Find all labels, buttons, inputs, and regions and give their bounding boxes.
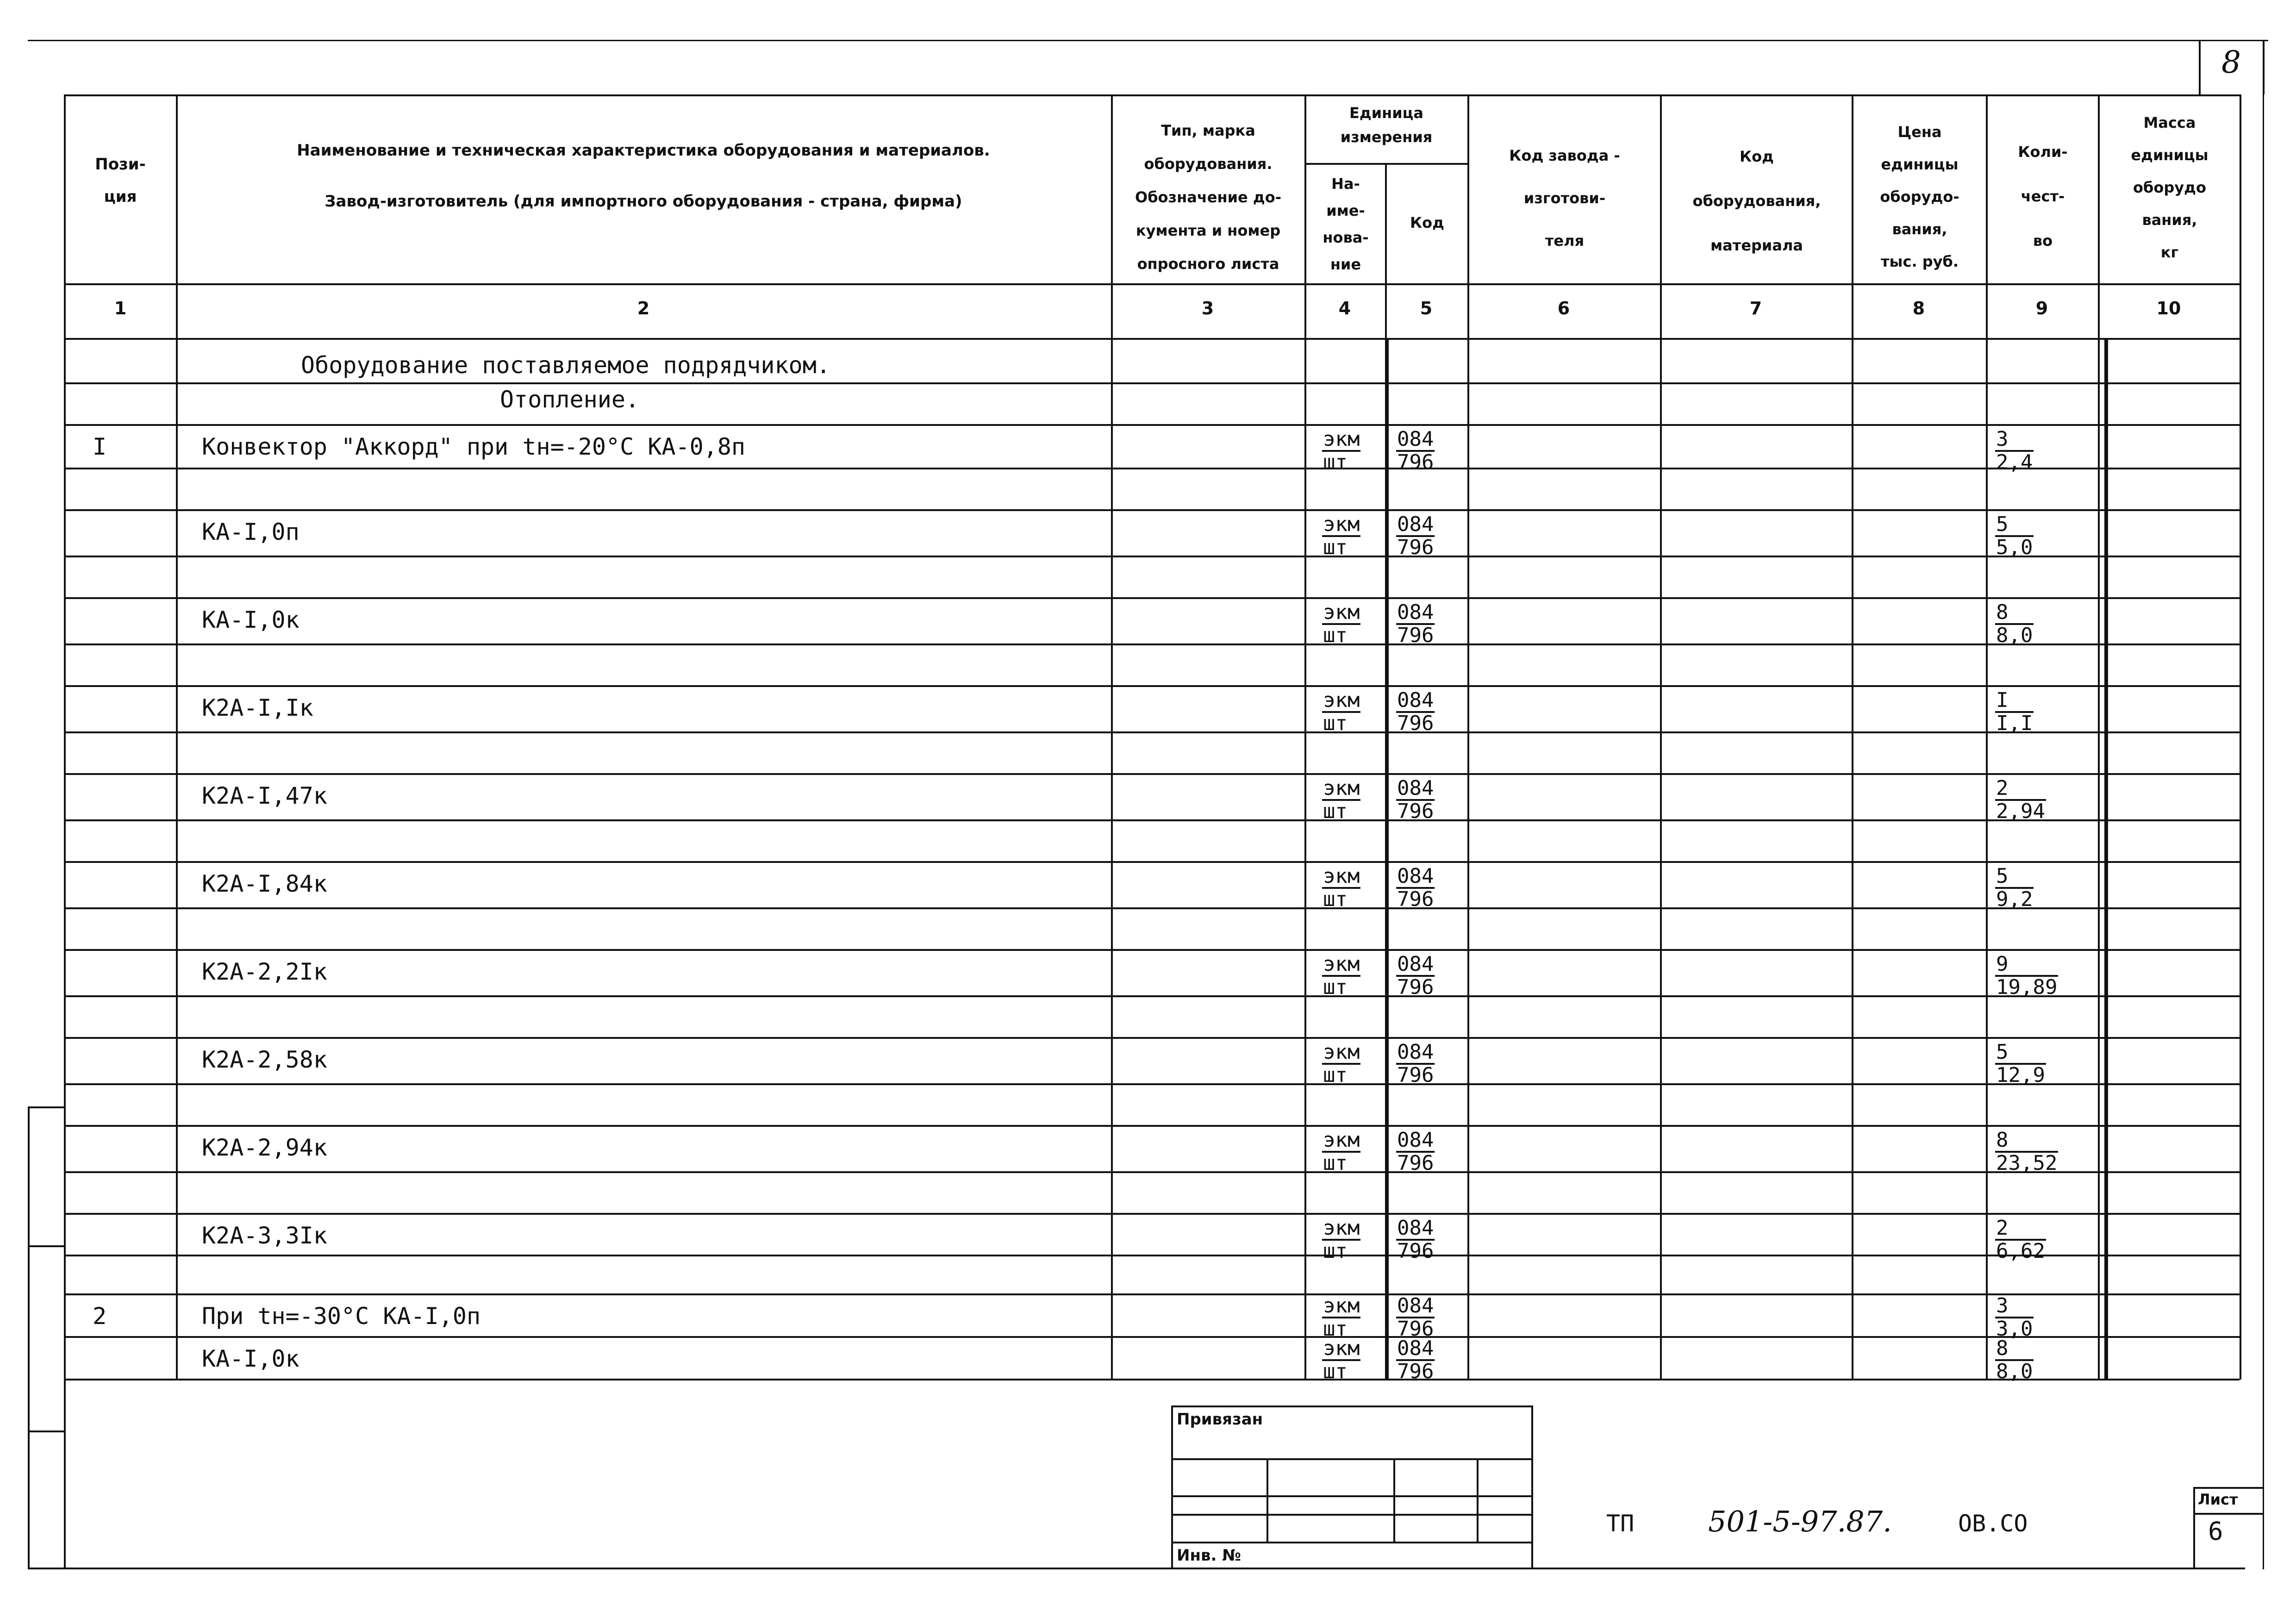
doc-number: 501-5-97.87. bbox=[1708, 1505, 1892, 1538]
row-line bbox=[64, 907, 2240, 909]
sheet-box-left bbox=[2193, 1487, 2195, 1568]
row-unit-numerator: экм bbox=[1323, 427, 1360, 451]
row-unit-code bbox=[1396, 778, 1435, 822]
row-unit-code-denominator: 796 bbox=[1397, 536, 1434, 559]
row-line bbox=[64, 1037, 2240, 1039]
header-plant-code: Код завода - изготови- теля bbox=[1509, 147, 1620, 250]
col-sep-3 bbox=[1304, 94, 1306, 1380]
row-unit-code-numerator: 084 bbox=[1397, 1040, 1434, 1064]
binding-1 bbox=[28, 1106, 64, 1108]
row-line bbox=[64, 819, 2240, 821]
row-quantity bbox=[1995, 1218, 2046, 1262]
row-unit-code-numerator: 084 bbox=[1397, 776, 1434, 800]
row-unit bbox=[1322, 1295, 1360, 1340]
row-name: К2А-I,84к bbox=[202, 870, 327, 897]
row-position: 2 bbox=[93, 1303, 107, 1330]
row-quantity-denominator: 8,0 bbox=[1996, 1360, 2033, 1383]
row-name: К2А-I,Iк bbox=[202, 694, 313, 721]
row-unit-denominator: шт bbox=[1323, 536, 1348, 559]
row-unit-denominator: шт bbox=[1323, 975, 1348, 999]
row-unit-code-numerator: 084 bbox=[1397, 512, 1434, 536]
row-unit-numerator: экм bbox=[1323, 952, 1360, 976]
row-unit-code-denominator: 796 bbox=[1397, 712, 1434, 735]
row-quantity-denominator: I,I bbox=[1996, 712, 2033, 735]
row-line bbox=[64, 556, 2240, 557]
row-unit-code-denominator: 796 bbox=[1397, 1317, 1434, 1341]
stamp-left bbox=[1171, 1405, 1173, 1568]
row-unit-numerator: экм bbox=[1323, 688, 1360, 712]
row-unit bbox=[1322, 778, 1360, 822]
col-num-5: 5 bbox=[1420, 298, 1433, 319]
row-unit-code-numerator: 084 bbox=[1397, 1128, 1434, 1152]
numbers-bottom bbox=[64, 338, 2240, 340]
row-line bbox=[64, 861, 2240, 863]
col-sep-7 bbox=[1852, 94, 1853, 1380]
header-type: Тип, марка оборудования. Обозначение до- кумента и номер опросного листа bbox=[1135, 122, 1281, 273]
row-quantity bbox=[1995, 1042, 2046, 1086]
stamp-line-4 bbox=[1171, 1542, 1532, 1543]
header-name-1: Наименование и техническая характеристика оборудования и материалов. bbox=[297, 141, 990, 160]
row-unit-code bbox=[1396, 1218, 1435, 1262]
header-bottom bbox=[64, 283, 2240, 285]
row-unit-code-numerator: 084 bbox=[1397, 688, 1434, 712]
row-quantity-numerator: 8 bbox=[1995, 1338, 2034, 1361]
top-border-line bbox=[28, 40, 2268, 41]
row-quantity-denominator: 19,89 bbox=[1996, 975, 2058, 999]
col-sep-9 bbox=[2098, 94, 2100, 1380]
header-unit-name: На- име- нова- ние bbox=[1323, 175, 1369, 273]
row-quantity-denominator: 3,0 bbox=[1996, 1317, 2033, 1341]
row-quantity-denominator: 5,0 bbox=[1996, 536, 2033, 559]
row-name: К2А-2,94к bbox=[202, 1134, 327, 1161]
row-unit-denominator: шт bbox=[1323, 1360, 1348, 1383]
row-quantity bbox=[1995, 1295, 2034, 1340]
row-name: К2А-2,2Iк bbox=[202, 958, 327, 985]
row-unit-denominator: шт bbox=[1323, 1151, 1348, 1175]
row-unit-denominator: шт bbox=[1323, 800, 1348, 823]
frame-bottom bbox=[28, 1568, 2245, 1569]
row-unit bbox=[1322, 1338, 1360, 1382]
stamp-right bbox=[1531, 1405, 1533, 1568]
sheet-box-top bbox=[2193, 1487, 2263, 1489]
row-quantity-numerator: 5 bbox=[1995, 1042, 2046, 1065]
row-name: К2А-2,58к bbox=[202, 1046, 327, 1073]
header-unit-group: Единица измерения bbox=[1340, 104, 1433, 146]
row-unit-numerator: экм bbox=[1323, 512, 1360, 536]
doc-suffix: ОВ.СО bbox=[1958, 1510, 2028, 1537]
row-line bbox=[64, 1255, 2240, 1256]
row-unit-denominator: шт bbox=[1323, 450, 1348, 474]
stamp-vline-1 bbox=[1267, 1458, 1268, 1542]
doc-prefix: ТП bbox=[1606, 1510, 1635, 1537]
row-unit-code-denominator: 796 bbox=[1397, 1063, 1434, 1087]
row-line bbox=[64, 1171, 2240, 1173]
row-unit-code-numerator: 084 bbox=[1397, 1294, 1434, 1318]
row-unit-code bbox=[1396, 866, 1435, 910]
row-unit-denominator: шт bbox=[1323, 1317, 1348, 1341]
row-name: КА-I,0п bbox=[202, 518, 299, 545]
col-num-2: 2 bbox=[637, 298, 650, 319]
col-sep-2 bbox=[1111, 94, 1113, 1380]
row-line bbox=[64, 773, 2240, 775]
col-sep-6 bbox=[1660, 94, 1662, 1380]
row-quantity-denominator: 8,0 bbox=[1996, 624, 2033, 647]
row-name: При tн=-30°C КА-I,0п bbox=[202, 1303, 481, 1330]
col-sep-1 bbox=[176, 94, 178, 1380]
row-unit-code-numerator: 084 bbox=[1397, 1216, 1434, 1240]
sheet-label: Лист bbox=[2198, 1491, 2238, 1508]
row-unit bbox=[1322, 1218, 1360, 1262]
row-quantity bbox=[1995, 1130, 2058, 1174]
frame-right-outer bbox=[2263, 94, 2264, 1569]
row-quantity-numerator: 5 bbox=[1995, 514, 2034, 537]
row-unit-numerator: экм bbox=[1323, 600, 1360, 624]
row-quantity-numerator: 2 bbox=[1995, 1218, 2046, 1241]
col-num-6: 6 bbox=[1557, 298, 1570, 319]
row-unit bbox=[1322, 1042, 1360, 1086]
row-unit-code-numerator: 084 bbox=[1397, 600, 1434, 624]
row-unit-code bbox=[1396, 954, 1435, 998]
row-line-title bbox=[64, 382, 2240, 384]
row-unit-code bbox=[1396, 690, 1435, 734]
row-unit-numerator: экм bbox=[1323, 776, 1360, 800]
row-quantity bbox=[1995, 778, 2046, 822]
header-qty: Коли- чест- во bbox=[2018, 143, 2068, 250]
row-line bbox=[64, 1293, 2240, 1295]
row-line bbox=[64, 731, 2240, 733]
stamp-top bbox=[1171, 1405, 1532, 1407]
row-unit-denominator: шт bbox=[1323, 1063, 1348, 1087]
row-line bbox=[64, 468, 2240, 469]
row-quantity bbox=[1995, 954, 2058, 998]
row-name: Конвектор "Аккорд" при tн=-20°C КА-0,8п bbox=[202, 433, 745, 460]
row-unit-code-denominator: 796 bbox=[1397, 1239, 1434, 1263]
row-unit-code-denominator: 796 bbox=[1397, 887, 1434, 911]
row-name: КА-I,0к bbox=[202, 1345, 299, 1372]
row-line bbox=[64, 1336, 2240, 1338]
row-unit-numerator: экм bbox=[1323, 1040, 1360, 1064]
row-unit-code bbox=[1396, 1130, 1435, 1174]
row-unit-code bbox=[1396, 514, 1435, 558]
header-mass: Масса единицы оборудо вания, кг bbox=[2131, 114, 2209, 261]
stamp-vline-2 bbox=[1393, 1458, 1395, 1542]
row-unit-numerator: экм bbox=[1323, 1216, 1360, 1240]
row-quantity-numerator: 9 bbox=[1995, 954, 2058, 977]
corner-page-number bbox=[2199, 44, 2264, 80]
col-num-1: 1 bbox=[114, 298, 127, 319]
row-unit-denominator: шт bbox=[1323, 1239, 1348, 1263]
row-line bbox=[64, 685, 2240, 687]
row-unit-code-numerator: 084 bbox=[1397, 864, 1434, 888]
row-unit-denominator: шт bbox=[1323, 712, 1348, 735]
row-line bbox=[64, 509, 2240, 511]
table-top bbox=[64, 94, 2240, 96]
row-name: К2А-3,3Iк bbox=[202, 1222, 327, 1249]
row-unit-numerator: экм bbox=[1323, 864, 1360, 888]
row-line bbox=[64, 1213, 2240, 1215]
row-quantity-denominator: 2,94 bbox=[1996, 800, 2045, 823]
row-unit-numerator: экм bbox=[1323, 1128, 1360, 1152]
row-name: К2А-I,47к bbox=[202, 782, 327, 809]
row-name: КА-I,0к bbox=[202, 606, 299, 633]
row-quantity-numerator: 5 bbox=[1995, 866, 2034, 889]
row-quantity bbox=[1995, 690, 2034, 734]
row-unit-denominator: шт bbox=[1323, 887, 1348, 911]
row-unit-code-denominator: 796 bbox=[1397, 800, 1434, 823]
row-line bbox=[64, 1083, 2240, 1085]
row-quantity-numerator: 8 bbox=[1995, 1130, 2058, 1153]
row-unit-numerator: экм bbox=[1323, 1294, 1360, 1318]
header-pos: Пози- ция bbox=[95, 155, 146, 206]
binding-2 bbox=[28, 1245, 64, 1247]
row-quantity bbox=[1995, 514, 2034, 558]
row-quantity-numerator: 3 bbox=[1995, 1295, 2034, 1318]
header-price: Цена единицы оборудо- вания, тыс. руб. bbox=[1880, 123, 1959, 270]
row-quantity-denominator: 23,52 bbox=[1996, 1151, 2058, 1175]
binding-3 bbox=[28, 1430, 64, 1432]
row-unit-code bbox=[1396, 1042, 1435, 1086]
row-quantity-numerator: I bbox=[1995, 690, 2034, 713]
col-sep-8 bbox=[1986, 94, 1988, 1380]
row-unit-numerator: экм bbox=[1323, 1337, 1360, 1360]
row-unit-code-denominator: 796 bbox=[1397, 1360, 1434, 1383]
row-line-subtitle bbox=[64, 424, 2240, 426]
row-unit-code-numerator: 084 bbox=[1397, 427, 1434, 451]
row-quantity bbox=[1995, 602, 2034, 646]
row-unit bbox=[1322, 602, 1360, 646]
row-quantity bbox=[1995, 1338, 2034, 1382]
corner-page-number-text: 8 bbox=[2221, 44, 2241, 80]
col-num-7: 7 bbox=[1749, 298, 1762, 319]
col-num-3: 3 bbox=[1201, 298, 1214, 319]
header-equip-code: Код оборудования, материала bbox=[1692, 148, 1821, 254]
row-line bbox=[64, 643, 2240, 645]
row-unit-code bbox=[1396, 429, 1435, 473]
row-unit-code-denominator: 796 bbox=[1397, 1151, 1434, 1175]
row-line bbox=[64, 1125, 2240, 1127]
stamp-privyazan: Привязан bbox=[1177, 1410, 1263, 1429]
row-unit bbox=[1322, 514, 1360, 558]
row-unit-code bbox=[1396, 1295, 1435, 1340]
thick-box-right bbox=[2104, 338, 2108, 1380]
col-num-4: 4 bbox=[1338, 298, 1351, 319]
header-unit-code: Код bbox=[1410, 214, 1444, 231]
row-quantity bbox=[1995, 866, 2034, 910]
table-bottom bbox=[64, 1379, 2240, 1380]
row-quantity-numerator: 2 bbox=[1995, 778, 2046, 801]
row-quantity-denominator: 2,4 bbox=[1996, 450, 2033, 474]
row-quantity-denominator: 12,9 bbox=[1996, 1063, 2045, 1087]
row-unit-code-numerator: 084 bbox=[1397, 952, 1434, 976]
section-title: Оборудование поставляемое подрядчиком. bbox=[301, 352, 830, 379]
row-unit bbox=[1322, 429, 1360, 473]
row-unit-code bbox=[1396, 602, 1435, 646]
row-unit-denominator: шт bbox=[1323, 624, 1348, 647]
row-quantity-numerator: 3 bbox=[1995, 429, 2034, 452]
row-unit-code-denominator: 796 bbox=[1397, 450, 1434, 474]
frame-right bbox=[2240, 94, 2241, 1380]
row-unit-code-numerator: 084 bbox=[1397, 1337, 1434, 1360]
col-num-9: 9 bbox=[2035, 298, 2048, 319]
sheet-number: 6 bbox=[2208, 1517, 2223, 1546]
row-position: I bbox=[93, 433, 107, 460]
row-unit-code-denominator: 796 bbox=[1397, 624, 1434, 647]
row-line bbox=[64, 995, 2240, 997]
row-unit-code-denominator: 796 bbox=[1397, 975, 1434, 999]
sheet-box-mid bbox=[2193, 1513, 2263, 1515]
thick-box-left bbox=[1385, 338, 1389, 1380]
col-sep-5 bbox=[1467, 94, 1469, 1380]
header-name-2: Завод-изготовитель (для импортного оборудования - страна, фирма) bbox=[324, 192, 962, 211]
row-quantity-denominator: 9,2 bbox=[1996, 887, 2033, 911]
row-unit-code bbox=[1396, 1338, 1435, 1382]
stamp-vline-3 bbox=[1477, 1458, 1479, 1542]
row-quantity bbox=[1995, 429, 2034, 473]
row-line bbox=[64, 949, 2240, 951]
row-line bbox=[64, 597, 2240, 599]
stamp-inv-no: Инв. № bbox=[1177, 1546, 1242, 1565]
row-unit bbox=[1322, 690, 1360, 734]
row-quantity-denominator: 6,62 bbox=[1996, 1239, 2045, 1263]
subsection-title: Отопление. bbox=[500, 386, 640, 413]
col-num-10: 10 bbox=[2156, 298, 2181, 319]
col-num-8: 8 bbox=[1912, 298, 1925, 319]
unit-group-split bbox=[1304, 163, 1467, 165]
row-unit bbox=[1322, 866, 1360, 910]
row-unit bbox=[1322, 1130, 1360, 1174]
row-unit bbox=[1322, 954, 1360, 998]
row-quantity-numerator: 8 bbox=[1995, 602, 2034, 625]
binding-strip-left bbox=[28, 1106, 30, 1569]
